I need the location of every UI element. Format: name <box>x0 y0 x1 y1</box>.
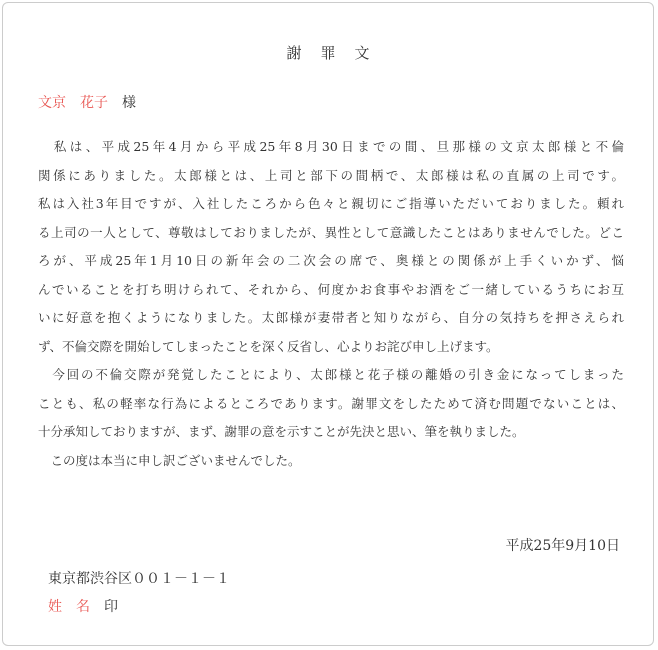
document-title: 謝 罪 文 <box>286 44 372 62</box>
body-line: る上司の一人として、尊敬はしておりましたが、異性として意識したことはありませんでした。どこ <box>38 224 624 240</box>
letter-date: 平成25年9月10日 <box>505 538 620 554</box>
sender-address: 東京都渋谷区００１－１－１ <box>48 571 230 587</box>
sender-name: 姓 名 <box>48 599 90 615</box>
body-line: ことも、私の軽率な行為によるところであります。謝罪文をしたためて済む問題でないことは、 <box>38 395 624 411</box>
body-line: 十分承知しておりますが、まず、謝罪の意を示すことが先決と思い、筆を執りました。 <box>38 424 525 439</box>
body-line: 私は入社3年目ですが、入社したころから色々と親切にご指導いただいておりました。頼れ <box>38 196 624 211</box>
addressee-name: 文京 花子 <box>38 95 108 111</box>
seal-mark: 印 <box>104 599 118 615</box>
body-line: 私は、平成25年4月から平成25年8月30日までの間、旦那様の文京太郎様と不倫 <box>38 139 624 154</box>
sender-signature <box>48 596 118 616</box>
addressee <box>38 92 136 112</box>
body-line: いに好意を抱くようになりました。太郎様が妻帯者と知りながら、自分の気持ちを押さえられ <box>38 310 624 325</box>
body-line: 関係にありました。太郎様とは、上司と部下の間柄で、太郎様は私の直属の上司です。 <box>38 167 624 183</box>
body-line: ず、不倫交際を開始してしまったことを深く反省し、心よりお詫び申し上げます。 <box>38 338 499 354</box>
body-line: んでいることを打ち明けられて、それから、何度かお食事やお酒をご一緒しているうちにお互 <box>38 281 624 297</box>
addressee-honorific: 様 <box>122 95 136 111</box>
body-line: 今回の不倫交際が発覚したことにより、太郎様と花子様の離婚の引き金になってしまった <box>38 367 624 382</box>
letter-body <box>38 133 624 475</box>
body-line: ろが、平成25年1月10日の新年会の二次会の席で、奥様との関係が上手くいかず、悩 <box>38 253 624 268</box>
body-line: この度は本当に申し訳ございませんでした。 <box>38 452 301 468</box>
